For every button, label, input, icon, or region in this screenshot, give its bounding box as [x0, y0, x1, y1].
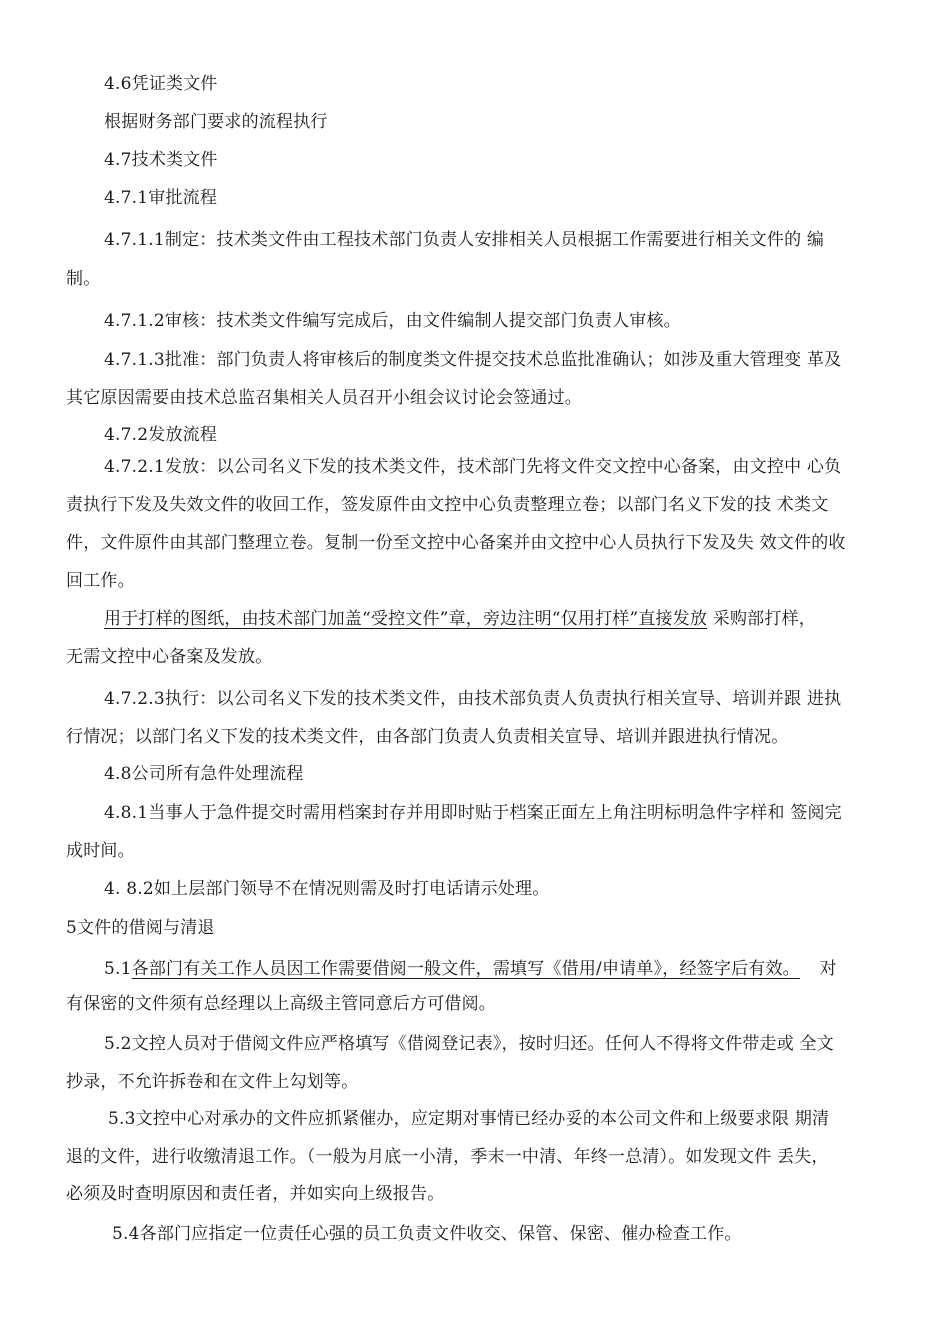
paragraph-line: 必须及时查明原因和责任者，并如实向上级报告。: [66, 1184, 445, 1204]
section-heading-4-7-1: 4.7.1审批流程: [104, 188, 218, 208]
paragraph-line: 行情况；以部门名义下发的技术类文件，由各部门负责人负责相关宣导、培训并跟进执行情况。: [66, 727, 789, 747]
paragraph-line: 5.2文控人员对于借阅文件应严格填写《借阅登记表》，按时归还。任何人不得将文件带走或 全文: [104, 1034, 834, 1054]
section-heading-4-6: 4.6凭证类文件: [104, 74, 218, 94]
paragraph: 根据财务部门要求的流程执行: [104, 112, 328, 132]
paragraph-line: 4.8.1当事人于急件提交时需用档案封存并用即时贴于档案正面左上角注明标明急件字样和 签阅完: [104, 803, 842, 823]
paragraph-line: 制。: [66, 269, 101, 289]
paragraph-line: [104, 951, 928, 988]
section-heading-4-7-2: 4.7.2发放流程: [104, 425, 218, 445]
item-number: 5.1: [104, 959, 132, 979]
section-heading-5: 5文件的借阅与清退: [66, 918, 215, 938]
paragraph-text: 采购部打样，: [712, 609, 816, 629]
section-heading-4-8: 4.8公司所有急件处理流程: [104, 764, 304, 784]
underlined-text: 各部门有关工作人员因工作需要借阅一般文件，需填写《借用/申请单》，经签字后有效。: [131, 959, 800, 979]
paragraph-line: 件，文件原件由其部门整理立卷。复制一份至文控中心备案并由文控中心人员执行下发及失 效文件的收: [66, 533, 846, 553]
underlined-text: 用于打样的图纸，由技术部门加盖“受控文件”章，旁边注明“仅用打样”直接发放: [104, 609, 708, 629]
paragraph-line: 退的文件，进行收缴清退工作。（一般为月底一小清，季末一中清、年终一总清）。如发现文件 丢失，: [66, 1147, 829, 1167]
paragraph-line: 4.7.1.3批准：部门负责人将审核后的制度类文件提交技术总监批准确认；如涉及重大管理变 革及: [104, 350, 842, 370]
paragraph-line: 4. 8.2如上层部门领导不在情况则需及时打电话请示处理。: [104, 879, 550, 899]
paragraph-line: 成时间。: [66, 841, 135, 861]
paragraph-line: 4.7.2.3执行：以公司名义下发的技术类文件，由技术部负责人负责执行相关宣导、培训并跟 进执: [104, 689, 842, 709]
paragraph-line: [104, 601, 928, 638]
paragraph-line: 其它原因需要由技术总监召集相关人员召开小组会议讨论会签通过。: [66, 388, 582, 408]
paragraph-line: 4.7.2.1发放：以公司名义下发的技术类文件，技术部门先将文件交文控中心备案，由文控中 心负: [104, 457, 842, 477]
section-heading-4-7: 4.7技术类文件: [104, 150, 218, 170]
paragraph-line: 5.4各部门应指定一位责任心强的员工负责文件收交、保管、保密、催办检查工作。: [112, 1224, 742, 1244]
paragraph-line: 4.7.1.1制定：技术类文件由工程技术部门负责人安排相关人员根据工作需要进行相关文件的 编: [104, 230, 825, 250]
paragraph-line: 无需文控中心备案及发放。: [66, 647, 273, 667]
paragraph-line: 5.3文控中心对承办的文件应抓紧催办，应定期对事情已经办妥的本公司文件和上级要求限 期清: [108, 1109, 830, 1129]
paragraph-line: 抄录，不允许拆卷和在文件上勾划等。: [66, 1072, 359, 1092]
paragraph-line: 有保密的文件须有总经理以上高级主管同意后方可借阅。: [66, 994, 496, 1014]
paragraph-line: 回工作。: [66, 571, 135, 591]
paragraph-line: 4.7.1.2审核：技术类文件编写完成后，由文件编制人提交部门负责人审核。: [104, 311, 681, 331]
paragraph-text: 对: [819, 959, 837, 979]
paragraph-line: 责执行下发及失效文件的收回工作，签发原件由文控中心负责整理立卷；以部门名义下发的技 术类文: [66, 495, 829, 515]
